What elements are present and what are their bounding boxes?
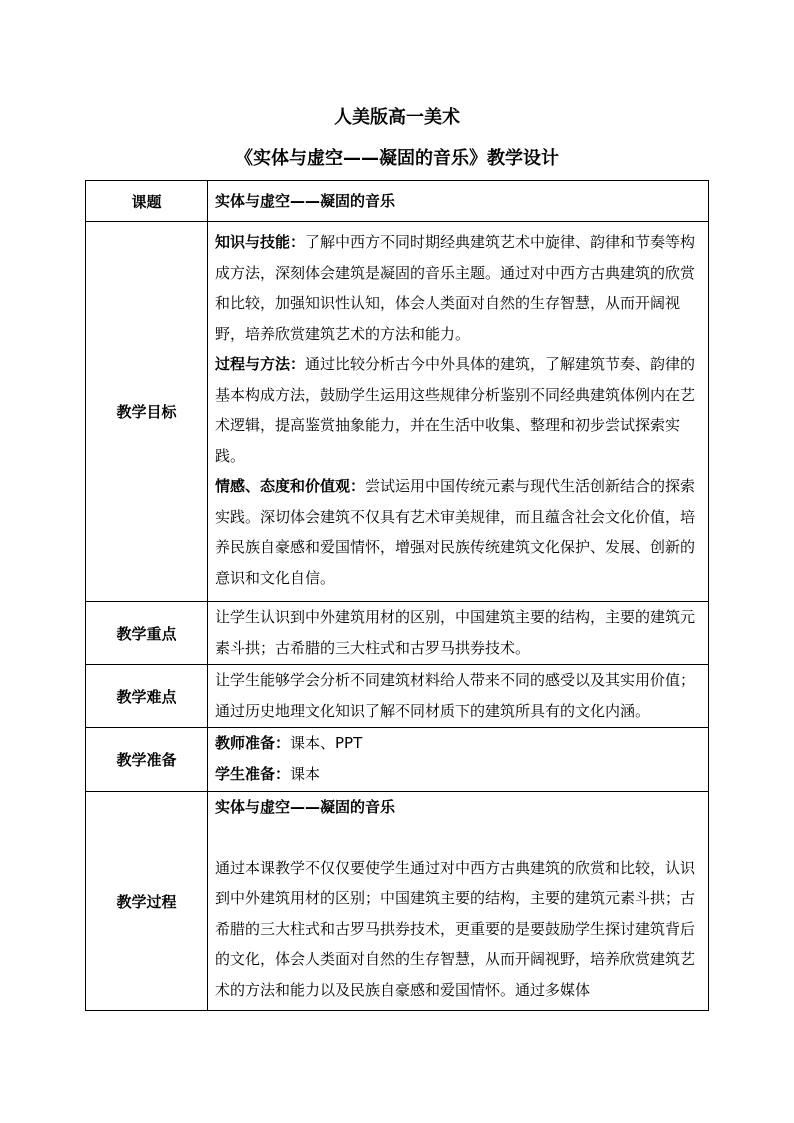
document-subtitle: 《实体与虚空——凝固的音乐》教学设计	[235, 148, 559, 169]
table-row-topic	[86, 181, 709, 222]
key-points-cell	[208, 602, 709, 665]
process-cell	[208, 792, 709, 1011]
lesson-plan-table	[85, 180, 709, 1011]
teacher-heading: 教师准备：	[215, 734, 291, 752]
process-body-text: 通过本课教学不仅仅要使学生通过对中西方古典建筑的欣赏和比较，认识到中外建筑用材的区别；中国建筑主要的结构，主要的建筑元素斗拱；古希腊的三大柱式和古罗马拱券技术，更重要的是要鼓励学生探讨建筑背后的文化，体会人类面对自然的生存智慧，从而开阔视野，培养欣赏建筑艺术的方法和能力以及民族自豪感和爱国情怀。通过多媒体	[215, 858, 696, 999]
difficulties-cell	[208, 665, 709, 728]
topic-cell	[208, 181, 709, 222]
objectives-cell	[208, 222, 709, 602]
table-row-preparation	[86, 728, 709, 792]
objectives-emotion	[215, 471, 702, 593]
preparation-cell	[208, 728, 709, 792]
document-title: 人美版高一美术	[334, 107, 460, 128]
table-row-objectives	[86, 222, 709, 602]
key-points-text: 让学生认识到中外建筑用材的区别，中国建筑主要的结构，主要的建筑元素斗拱；古希腊的三大柱式和古罗马拱券技术。	[215, 608, 696, 657]
knowledge-heading: 知识与技能：	[215, 233, 306, 251]
student-text: 课本	[290, 764, 321, 783]
topic-label: 课题	[86, 181, 208, 222]
student-heading: 学生准备：	[215, 764, 291, 783]
process-text: 通过比较分析古今中外具体的建筑，了解建筑节奏、韵律的基本构成方法，鼓励学生运用这些规律分析鉴别不同经典建筑体例内在艺术逻辑，提高鉴赏抽象能力，并在生活中收集、整理和初步尝试探索实践。	[215, 355, 696, 465]
knowledge-text: 了解中西方不同时期经典建筑艺术中旋律、韵律和节奏等构成方法，深刻体会建筑是凝固的音乐主题。通过对中西方古典建筑的欣赏和比较，加强知识性认知，体会人类面对自然的生存智慧，从而开阔视野，培养欣赏建筑艺术的方法和能力。	[215, 233, 696, 343]
teacher-text: 课本、PPT	[290, 734, 363, 752]
objectives-process	[215, 349, 702, 471]
process-heading: 过程与方法：	[215, 355, 306, 373]
objectives-label: 教学目标	[86, 222, 208, 602]
objectives-knowledge	[215, 227, 702, 349]
table-row-difficulties	[86, 665, 709, 728]
process-heading-line: 实体与虚空——凝固的音乐	[215, 798, 396, 816]
table-row-process	[86, 792, 709, 1011]
difficulties-label: 教学难点	[86, 665, 208, 728]
preparation-label: 教学准备	[86, 728, 208, 792]
topic-value: 实体与虚空——凝固的音乐	[215, 192, 396, 210]
preparation-teacher	[215, 728, 702, 759]
process-content	[215, 792, 702, 1010]
table-row-key-points	[86, 602, 709, 665]
process-label: 教学过程	[86, 792, 208, 1011]
emotion-heading: 情感、态度和价值观：	[215, 477, 366, 495]
preparation-student	[215, 759, 702, 790]
difficulties-text: 让学生能够学会分析不同建筑材料给人带来不同的感受以及其实用价值；通过历史地理文化知识了解不同材质下的建筑所具有的文化内涵。	[215, 671, 696, 720]
key-points-label: 教学重点	[86, 602, 208, 665]
emotion-text: 尝试运用中国传统元素与现代生活创新结合的探索实践。深切体会建筑不仅具有艺术审美规律，而且蕴含社会文化价值，培养民族自豪感和爱国情怀，增强对民族传统建筑文化保护、发展、创新的意识和文化自信。	[215, 477, 696, 587]
process-spacer	[215, 823, 702, 853]
